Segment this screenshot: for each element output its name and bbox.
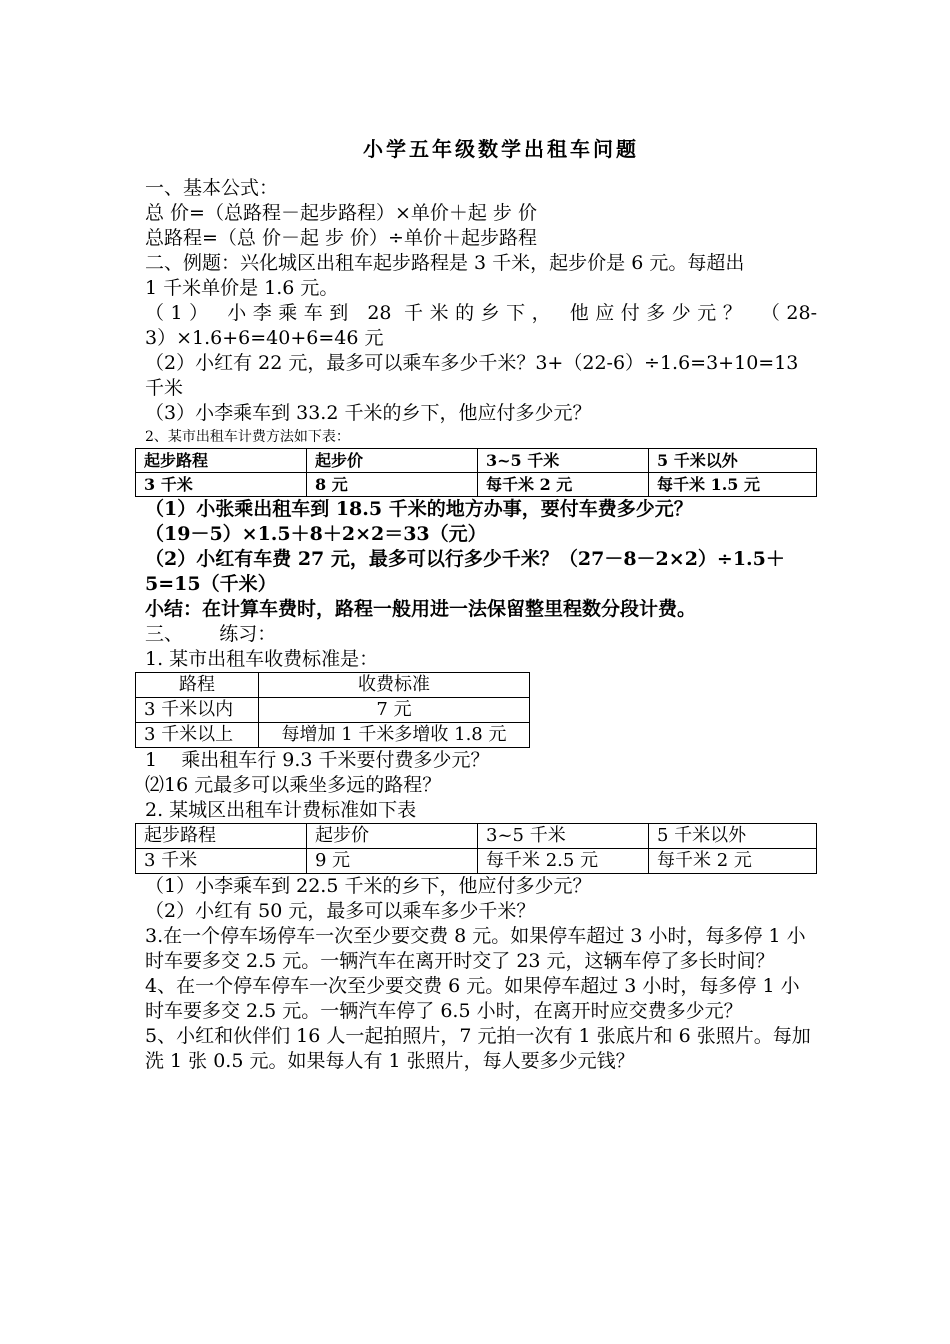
- table-row: [136, 698, 530, 723]
- table-cell: 起步路程: [136, 824, 307, 849]
- table-cell: 每千米 1.5 元: [649, 473, 817, 497]
- table-row: [136, 824, 817, 849]
- practice2-fare-table: [135, 823, 817, 874]
- table-cell: 3 千米: [136, 473, 307, 497]
- table-row: [136, 473, 817, 497]
- table-cell: 5 千米以外: [649, 449, 817, 473]
- table-cell: 5 千米以外: [649, 824, 817, 849]
- table-row: [136, 449, 817, 473]
- table-cell: 每千米 2 元: [478, 473, 649, 497]
- table-cell: 3 千米以上: [136, 723, 259, 748]
- formula-total-price: 总 价=（总路程－起步路程）×单价＋起 步 价: [145, 202, 537, 224]
- table-row: [136, 673, 530, 698]
- practice2-title: 2. 某城区出租车计费标准如下表: [145, 799, 417, 821]
- formula-total-distance: 总路程=（总 价－起 步 价）÷单价＋起步路程: [145, 227, 537, 249]
- practice2-q1: （1）小李乘车到 22.5 千米的乡下，他应付多少元？: [145, 875, 592, 897]
- summary: 小结：在计算车费时，路程一般用进一法保留整里程数分段计费。: [145, 598, 697, 620]
- example-intro-line1: 二、例题：兴化城区出租车起步路程是 3 千米，起步价是 6 元。每超出: [145, 252, 745, 274]
- table-cell: 每千米 2.5 元: [478, 849, 649, 874]
- bold-question-2-line1: （2）小红有车费 27 元，最多可以行多少千米？（27－8－2×2）÷1.5＋: [145, 548, 785, 570]
- table-cell: 3 千米以内: [136, 698, 259, 723]
- practice3: 3.在一个停车场停车一次至少要交费 8 元。如果停车超过 3 小时，每多停 1 小时车要多交 2.5 元。一辆汽车在离开时交了 23 元，这辆车停了多长时间？: [145, 925, 806, 972]
- practice2-q2: （2）小红有 50 元，最多可以乘车多少千米？: [145, 900, 536, 922]
- document-content: [145, 133, 817, 1074]
- table-cell: 起步价: [307, 449, 478, 473]
- example-intro-line2: 1 千米单价是 1.6 元。: [145, 277, 339, 299]
- practice1-q2: ⑵16 元最多可以乘坐多远的路程？: [145, 774, 442, 796]
- table-cell: 8 元: [307, 473, 478, 497]
- bold-question-2-line2: 5=15（千米）: [145, 573, 277, 595]
- table-cell: 3~5 千米: [478, 824, 649, 849]
- practice5: 5、小红和伙伴们 16 人一起拍照片，7 元拍一次有 1 张底片和 6 张照片。每加洗 1 张 0.5 元。如果每人有 1 张照片，每人要多少元钱？: [145, 1025, 811, 1072]
- table-cell: 每千米 2 元: [649, 849, 817, 874]
- table-cell: 每增加 1 千米多增收 1.8 元: [259, 723, 530, 748]
- bold-answer-1: （19－5）×1.5＋8＋2×2＝33（元）: [145, 523, 487, 545]
- example-q1-line2: 3）×1.6+6=40+6=46 元: [145, 327, 384, 349]
- table-cell: 9 元: [307, 849, 478, 874]
- example-fare-table: [135, 448, 817, 497]
- table-cell: 起步价: [307, 824, 478, 849]
- table-cell: 3~5 千米: [478, 449, 649, 473]
- example-q1-line1: （1） 小李乘车到 28 千米的乡下， 他应付多少元？ （28-: [145, 302, 817, 324]
- example-q2-line2: 千米: [145, 377, 184, 399]
- practice1-q1: 1 乘出租车行 9.3 千米要付费多少元？: [145, 749, 490, 771]
- example-q2-line1: （2）小红有 22 元，最多可以乘车多少千米？3+（22-6）÷1.6=3+10=13: [145, 352, 799, 374]
- page-title: 小学五年级数学出租车问题: [363, 137, 639, 161]
- example-q3: （3）小李乘车到 33.2 千米的乡下，他应付多少元？: [145, 402, 592, 424]
- practice1-title: 1. 某市出租车收费标准是：: [145, 648, 379, 670]
- example2-intro: 2、某市出租车计费方法如下表：: [145, 429, 350, 445]
- table-row: [136, 849, 817, 874]
- table-cell: 7 元: [259, 698, 530, 723]
- table-row: [136, 723, 530, 748]
- bold-question-1: （1）小张乘出租车到 18.5 千米的地方办事，要付车费多少元？: [145, 498, 693, 520]
- table-cell: 路程: [136, 673, 259, 698]
- table-cell: 收费标准: [259, 673, 530, 698]
- practice4: 4、在一个停车停车一次至少要交费 6 元。如果停车超过 3 小时，每多停 1 小时车要多交 2.5 元。一辆汽车停了 6.5 小时，在离开时应交费多少元？: [145, 975, 800, 1022]
- table-cell: 3 千米: [136, 849, 307, 874]
- section1-heading: 一、基本公式：: [145, 177, 279, 199]
- section3-heading: 三、 练习：: [145, 623, 277, 645]
- practice1-fee-table: [135, 672, 530, 748]
- table-cell: 起步路程: [136, 449, 307, 473]
